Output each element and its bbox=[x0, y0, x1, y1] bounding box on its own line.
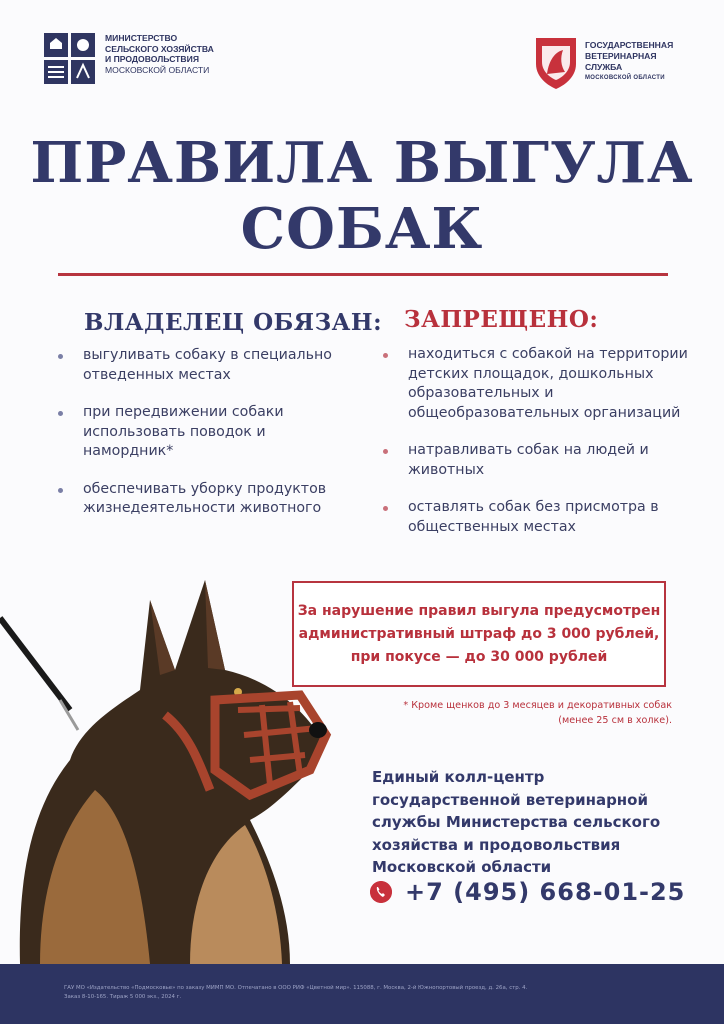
phone-number[interactable]: +7 (495) 668-01-25 bbox=[405, 878, 686, 906]
footnote-line: (менее 25 см в холке). bbox=[558, 715, 672, 726]
phone-row bbox=[370, 878, 685, 906]
call-center-line: Единый колл-центр bbox=[372, 768, 545, 786]
vet-service-name bbox=[585, 40, 673, 84]
vet-shield-icon bbox=[533, 34, 579, 90]
page-title-line2: СОБАК bbox=[240, 196, 484, 262]
fine-line: За нарушение правил выгула предусмотрен bbox=[297, 603, 661, 619]
call-center-line: Московской области bbox=[372, 858, 552, 877]
muzzled-dog-illustration bbox=[0, 560, 340, 964]
vet-line: ГОСУДАРСТВЕННАЯ bbox=[585, 40, 674, 50]
footnote-line: * Кроме щенков до 3 месяцев и декоративных собак bbox=[403, 700, 672, 711]
imprint bbox=[64, 984, 684, 1002]
ministry-line: МИНИСТЕРСТВО bbox=[105, 33, 178, 43]
ministry-line: МОСКОВСКОЙ ОБЛАСТИ bbox=[105, 64, 210, 75]
call-center-info bbox=[372, 766, 660, 879]
vet-line: СЛУЖБА bbox=[585, 62, 623, 72]
call-center-line: службы Министерства сельского bbox=[372, 813, 661, 832]
fine-line: при покусе — до 30 000 рублей bbox=[350, 649, 608, 665]
ministry-emblem-icon bbox=[44, 33, 96, 85]
list-item: находиться с собакой на территории детских площадок, дошкольных образовательных и общеобразовательных организаций bbox=[383, 345, 693, 423]
call-center-line: хозяйства и продовольствия bbox=[372, 835, 621, 854]
call-center-line: государственной ветеринарной bbox=[372, 790, 648, 809]
vet-line: ВЕТЕРИНАРНАЯ bbox=[585, 51, 657, 61]
ministry-line: СЕЛЬСКОГО ХОЗЯЙСТВА bbox=[105, 43, 214, 54]
vet-service-logo bbox=[533, 34, 673, 90]
ministry-name bbox=[105, 33, 214, 75]
page-title-line1: ПРАВИЛА ВЫГУЛА bbox=[30, 130, 694, 196]
fine-line: административный штраф до 3 000 рублей, bbox=[298, 626, 660, 642]
forbidden-list bbox=[383, 345, 693, 555]
phone-icon bbox=[370, 881, 392, 903]
imprint-line: Заказ 8-10-165. Тираж 5 000 экз., 2024 г. bbox=[64, 994, 182, 1000]
ministry-line: И ПРОДОВОЛЬСТВИЯ bbox=[105, 54, 199, 65]
vet-line: МОСКОВСКОЙ ОБЛАСТИ bbox=[585, 75, 665, 81]
list-item: натравливать собак на людей и животных bbox=[383, 441, 693, 480]
title-divider bbox=[58, 273, 668, 276]
footer-bar bbox=[0, 964, 724, 1024]
imprint-line: ГАУ МО «Издательство «Подмосковье» по заказу МИМП МО. Отпечатано в ООО РИФ «Цветной мир». 115088, г. Москва, 2-й Южнопортовый проезд, д. 26а, стр. 4. bbox=[64, 985, 528, 991]
list-item: при передвижении собаки использовать поводок и намордник* bbox=[58, 403, 358, 462]
forbidden-heading: ЗАПРЕЩЕНО: bbox=[404, 306, 599, 333]
list-item: выгуливать собаку в специально отведенных местах bbox=[58, 346, 358, 385]
ministry-logo bbox=[44, 33, 214, 85]
list-item: обеспечивать уборку продуктов жизнедеятельности животного bbox=[58, 480, 358, 519]
owner-list bbox=[58, 346, 358, 537]
fine-notice bbox=[292, 581, 666, 687]
owner-heading: ВЛАДЕЛЕЦ ОБЯЗАН: bbox=[84, 309, 383, 336]
footnote bbox=[403, 698, 672, 728]
list-item: оставлять собак без присмотра в общественных местах bbox=[383, 498, 693, 537]
fine-text bbox=[294, 600, 664, 669]
